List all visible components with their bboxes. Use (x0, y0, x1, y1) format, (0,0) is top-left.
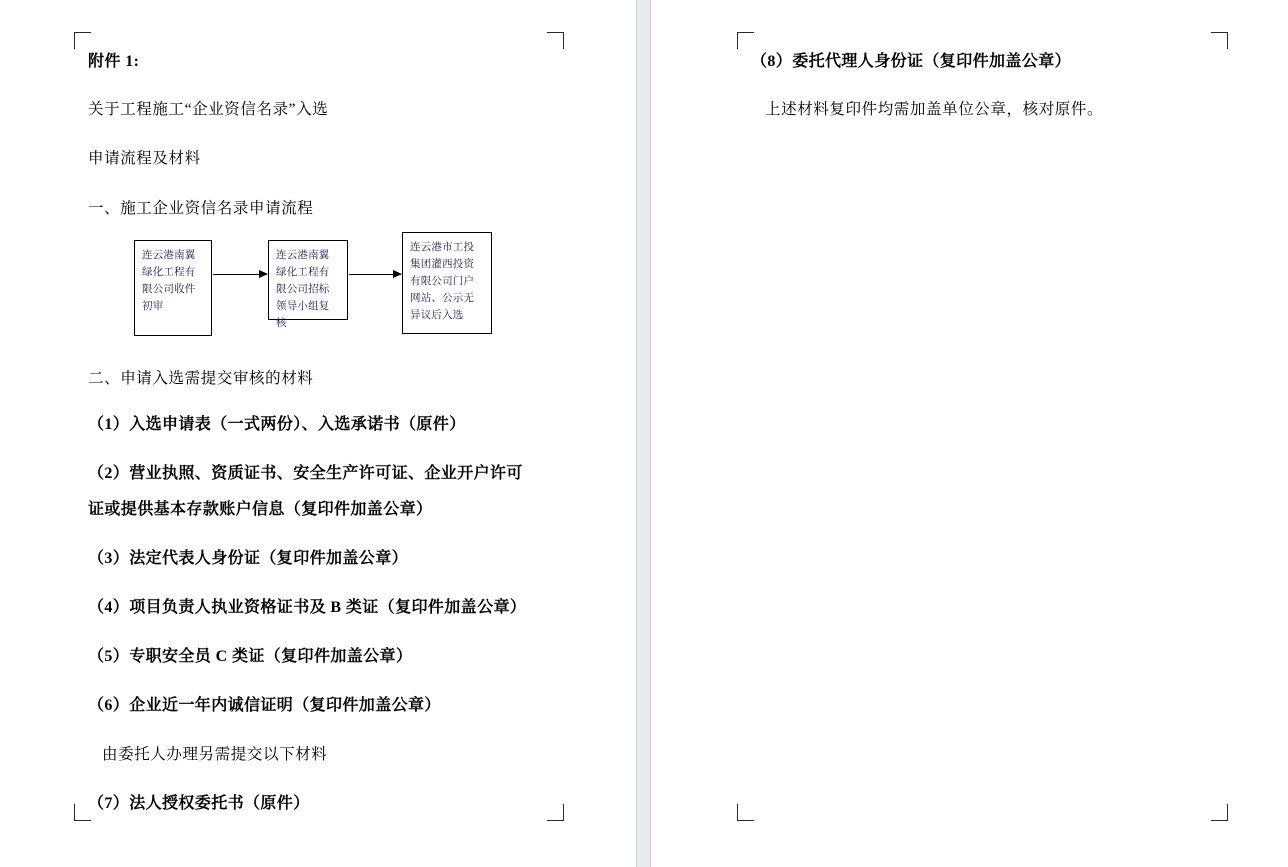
flow-arrow-1-icon (213, 274, 267, 275)
crop-mark-top-left-2 (737, 32, 754, 49)
attachment-label: 附件 1: (88, 53, 140, 70)
crop-mark-bottom-left-2 (737, 804, 754, 821)
left-page-content (88, 48, 558, 841)
crop-mark-top-left (74, 32, 91, 49)
flow-box-3: 连云港市工投集团灌西投资有限公司门户网站、公示无异议后入选 (402, 232, 492, 334)
flow-arrow-2-icon (349, 274, 401, 275)
right-page-content (751, 48, 1221, 122)
section-1-heading: 一、施工企业资信名录申请流程 (88, 200, 314, 217)
material-item-6: （6）企业近一年内诚信证明（复印件加盖公章） (88, 697, 441, 714)
crop-mark-top-right-2 (1211, 32, 1228, 49)
document-page-left (0, 0, 637, 867)
process-flow-diagram (134, 232, 558, 352)
closing-note: 上述材料复印件均需加盖单位公章，核对原件。 (765, 101, 1104, 118)
material-item-4: （4）项目负责人执业资格证书及 B 类证（复印件加盖公章） (88, 599, 527, 616)
material-item-1: （1）入选申请表（一式两份）、入选承诺书（原件） (88, 416, 466, 433)
document-title-line-1: 关于工程施工“企业资信名录”入选 (88, 101, 329, 118)
flow-box-2: 连云港南翼绿化工程有限公司招标领导小组复核 (268, 240, 348, 320)
section-2-heading: 二、申请入选需提交审核的材料 (88, 370, 314, 387)
material-item-3: （3）法定代表人身份证（复印件加盖公章） (88, 550, 409, 567)
crop-mark-top-right (547, 32, 564, 49)
document-title-line-2: 申请流程及材料 (88, 150, 201, 167)
material-item-2-line-1: （2）营业执照、资质证书、安全生产许可证、企业开户许可 (88, 465, 523, 482)
material-item-7: （7）法人授权委托书（原件） (88, 795, 310, 812)
crop-mark-bottom-right-2 (1211, 804, 1228, 821)
material-item-8: （8）委托代理人身份证（复印件加盖公章） (751, 53, 1072, 70)
material-item-5: （5）专职安全员 C 类证（复印件加盖公章） (88, 648, 413, 665)
material-item-2-line-2: 证或提供基本存款账户信息（复印件加盖公章） (88, 501, 433, 518)
document-page-right (650, 0, 1288, 867)
entrust-note: 由委托人办理另需提交以下材料 (102, 746, 328, 763)
flow-box-1: 连云港南翼绿化工程有限公司收件初审 (134, 240, 212, 336)
